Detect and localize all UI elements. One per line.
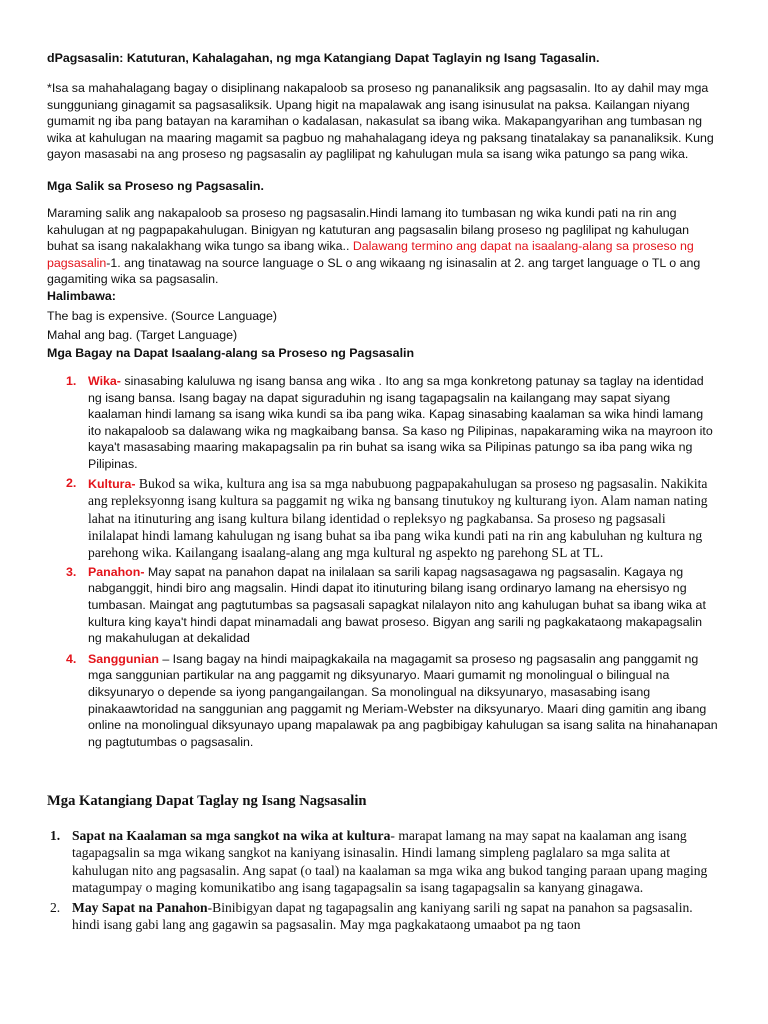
salik-highlight: Dalawang termino ang dapat na isaalang-alang sa proseso ng pagsasalin xyxy=(47,239,694,270)
trait-number: 2. xyxy=(50,899,61,915)
list-item xyxy=(47,651,719,751)
item-term: Kultura- xyxy=(88,476,136,491)
list-item xyxy=(47,475,719,562)
halimbawa-label: Halimbawa: xyxy=(47,288,116,303)
bagay-list xyxy=(47,373,719,750)
trait-term: Sapat na Kaalaman sa mga sangkot na wika at kultura xyxy=(72,828,391,843)
list-item xyxy=(47,564,719,647)
salik-section xyxy=(47,205,719,361)
item-text: Bukod sa wika, kultura ang isa sa mga nabubuong pagpapakahulugan sa proseso ng pagsasalin. Nakikita ang repleksyonng isang kultura sa paggamit ng wika ng bansang tinutukoy ng kulturang iyon. Alam naman nating lahat na itinuturing ang isang kultura bilang identidad o repleksyo ng pagkabansa. Sa proseso ng pagsasali inilalapat hindi lamang kahulugan ng isang buhat sa iba pang wika kundi pati na rin ang kabuluhan ng kultura ng parehong wika. Kailangang isaalang-alang ang mga kultural ng aspekto ng parehong SL at TL. xyxy=(88,475,708,561)
salik-paragraph xyxy=(47,205,719,288)
trait-term: May Sapat na Panahon xyxy=(72,899,208,915)
item-text: sinasabing kaluluwa ng isang bansa ang wika . Ito ang sa mga konkretong patunay sa taglay na identidad ng isang bansa. Isang bagay na dapat siguraduhin ng isang tagapagsalin na kailangang may sapat siyang kaalaman hindi lamang sa isang wika kundi sa iba pang wika. Kapag sinasabing kaalaman sa wika hindi lamang ito nakapaloob sa dalawang wika ng magkaibang bansa. Sa kaso ng Pilipinas, napakaraming wika na mayroon ito kaya't masasabing maaring makapagsalin pa rin buhat sa isang wika sa Pilipinas patungo sa iba pang wika ng Pilipinas. xyxy=(88,374,713,471)
item-term: Sanggunian xyxy=(88,651,159,666)
traits-list xyxy=(47,827,719,933)
item-text: May sapat na panahon dapat na inilalaan sa sarili kapag nagsasagawa ng pagsasalin. Kagaya ng nabganggit, hindi biro ang magsalin. Hindi dapat ito itinuturing bilang isang ordinaryo lamang na ehersisyo ng tumbasan. Maingat ang pagtutumbas sa pagsasali sapagkat nilalayon nito ang kahulugan buhat sa ibang wika at kultura king kaya't hindi dapat minamadali ang bawat proseso. Bigyan ang sarili ng pagkakataong makapagsalin ng makahulugan at dekalidad xyxy=(88,564,706,646)
bagay-heading: Mga Bagay na Dapat Isaalang-alang sa Proseso ng Pagsasalin xyxy=(47,345,415,360)
list-item xyxy=(47,827,719,897)
item-number: 4. xyxy=(66,651,77,666)
intro-paragraph: *Isa sa mahahalagang bagay o disiplinang nakapaloob sa proseso ng pananaliksik ang pagsasalin. Ito ay dahil may mga sungguniang ginagamit sa pagsasaliksik. Upang higit na mapalawak ang isang isinusulat na paksa. Kailangan niyang gumamit ng iba pang batayan na karamihan o kadalasan, nakasulat sa ibang wika. Makapangyarihan ang tumbasan ng wika at kahulugan na maaring magamit sa pagbuo ng mahahalagang ideya ng paksang tinatalakay sa pananaliksik. Kung gayon masasabi na ang proseso ng pagsasalin ay paglilipat ng kahulugan mula sa isang wika patungo sa pang wika. xyxy=(47,81,714,162)
item-number: 3. xyxy=(66,564,77,579)
trait-text: - marapat lamang na may sapat na kaalaman ang isang tagapagsalin sa mga wikang sangkot na kaniyang isinasalin. Hindi lamang simpleng paglalaro sa mga salita at kahulugan nito ang pagsasalin. Ang sapat (o taal) na kaalaman sa mga wika ang bukod tanging paraan upang maging matagumpay o maging komunikatibo ang isang tagapagsalin sa isang tagapagsalin sa kanyang ginagawa. xyxy=(72,828,708,896)
item-number: 1. xyxy=(66,374,77,388)
list-item xyxy=(47,373,719,473)
item-text: – Isang bagay na hindi maipagkakaila na magagamit sa proseso ng pagsasalin ang panggamit ng mga sanggunian partikular na ang paggamit ng diksyunaryo. Maari gumamit ng monolingual o bilingual na diksyunaryo o depende sa iyong pangangailangan. Sa monolingual na diksyunaryo, masasabing isang pinakaawtoridad na sanggunian ang paggamit ng Meriam-Webster na diksyunaryo. Maari ding gamitin ang ibang online na monolingual diksyunayo upang mapalawak pa ang pagbibigay kahulugan sa isang salita na hinahanapan ng pagtutumbas o pagsasalin. xyxy=(88,651,718,749)
salik-heading: Mga Salik sa Proseso ng Pagsasalin. xyxy=(47,179,264,193)
list-item xyxy=(47,899,719,934)
example-source: The bag is expensive. (Source Language) xyxy=(47,308,278,323)
trait-text: -Binibigyan dapat ng tagapagsalin ang kaniyang sarili ng sapat na panahon sa pagsasalin. hindi isang gabi lang ang gagawin sa pagsasalin. May mga pagkakataong umaabot pa ng taon xyxy=(72,899,693,933)
item-number: 2. xyxy=(66,475,77,490)
trait-number: 1. xyxy=(50,828,61,843)
salik-text-2: -1. ang tinatawag na source language o SL o ang wikaang ng isinasalin at 2. ang target language o TL o ang gagamiting wika sa pagsasalin. xyxy=(47,255,701,287)
item-term: Wika- xyxy=(88,374,121,388)
section2-heading: Mga Katangiang Dapat Taglay ng Isang Nagsasalin xyxy=(47,793,367,809)
example-target: Mahal ang bag. (Target Language) xyxy=(47,328,238,343)
document-title: dPagsasalin: Katuturan, Kahalagahan, ng mga Katangiang Dapat Taglayin ng Isang Tagasalin. xyxy=(47,51,600,65)
salik-text-1: Maraming salik ang nakapaloob sa proseso ng pagsasalin.Hindi lamang ito tumbasan ng wika kundi pati na rin ang kahulugan at ng pagpapakahulugan. Binigyan ng katuturan ang pagsasalin bilang proseso ng paglilipat ng kahulugan buhat sa isang nakalakhang wika tungo sa ibang wika.. xyxy=(47,206,690,254)
item-term: Panahon- xyxy=(88,564,145,579)
